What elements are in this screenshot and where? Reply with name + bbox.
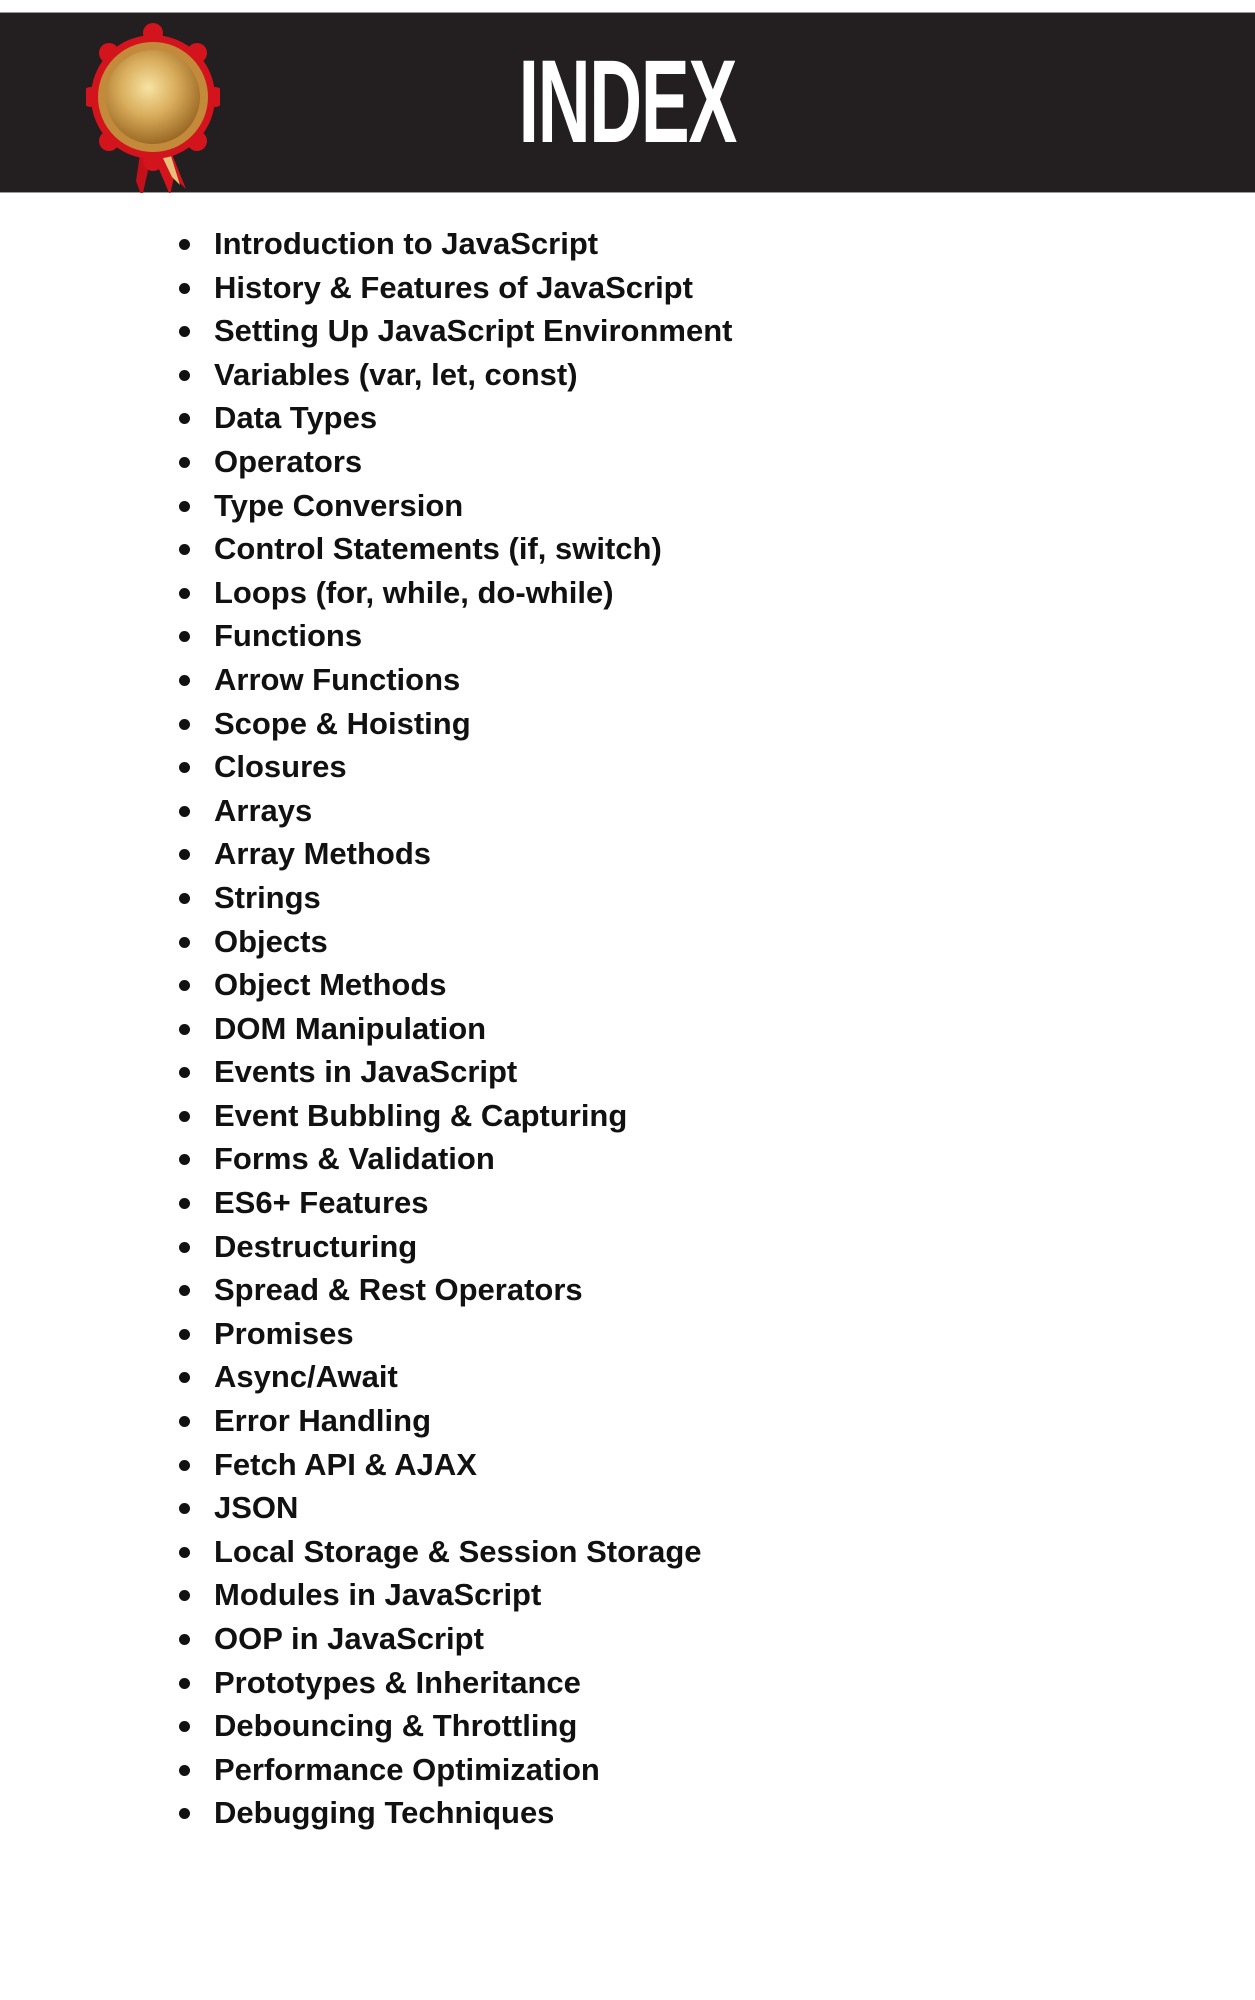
list-item xyxy=(0,658,733,702)
bullet-icon xyxy=(179,501,190,512)
list-item xyxy=(0,920,733,964)
bullet-icon xyxy=(179,1460,190,1471)
list-item-label: Type Conversion xyxy=(214,487,464,523)
bullet-icon xyxy=(179,1198,190,1209)
list-item xyxy=(0,266,733,310)
bullet-icon xyxy=(179,413,190,424)
bullet-icon xyxy=(179,1678,190,1689)
list-item xyxy=(0,789,733,833)
bullet-icon xyxy=(179,1503,190,1514)
list-item xyxy=(0,396,733,440)
list-item xyxy=(0,832,733,876)
list-item-label: Fetch API & AJAX xyxy=(214,1446,477,1482)
list-item-label: Objects xyxy=(214,923,328,959)
bullet-icon xyxy=(179,806,190,817)
list-item-label: ES6+ Features xyxy=(214,1185,429,1221)
list-item xyxy=(0,1704,733,1748)
list-item xyxy=(0,1137,733,1181)
list-item xyxy=(0,614,733,658)
list-item-label: JSON xyxy=(214,1490,299,1526)
page-title: INDEX xyxy=(518,36,737,168)
bullet-icon xyxy=(179,457,190,468)
list-item xyxy=(0,1661,733,1705)
bullet-icon xyxy=(179,1154,190,1165)
bullet-icon xyxy=(179,719,190,730)
bullet-icon xyxy=(179,1634,190,1645)
list-item-label: Array Methods xyxy=(214,836,432,872)
bullet-icon xyxy=(179,675,190,686)
bullet-icon xyxy=(179,980,190,991)
list-item xyxy=(0,876,733,920)
bullet-icon xyxy=(179,283,190,294)
bullet-icon xyxy=(179,849,190,860)
list-item xyxy=(0,309,733,353)
list-item-label: Closures xyxy=(214,749,347,785)
list-item xyxy=(0,1007,733,1051)
bullet-icon xyxy=(179,631,190,642)
list-item xyxy=(0,440,733,484)
list-item-label: Variables (var, let, const) xyxy=(214,356,578,392)
list-item-label: Strings xyxy=(214,879,321,915)
list-item-label: DOM Manipulation xyxy=(214,1010,487,1046)
list-item-label: Scope & Hoisting xyxy=(214,705,471,741)
bullet-icon xyxy=(179,1372,190,1383)
list-item-label: Operators xyxy=(214,443,363,479)
list-item-label: Introduction to JavaScript xyxy=(214,226,599,261)
list-item xyxy=(0,1399,733,1443)
list-item xyxy=(0,1312,733,1356)
list-item-label: Debugging Techniques xyxy=(214,1795,555,1831)
bullet-icon xyxy=(179,1242,190,1253)
index-list xyxy=(0,222,733,1835)
list-item xyxy=(0,1486,733,1530)
list-item xyxy=(0,1617,733,1661)
bullet-icon xyxy=(179,1329,190,1340)
list-item-label: Loops (for, while, do-while) xyxy=(214,574,614,610)
list-item-label: Arrays xyxy=(214,792,313,828)
list-item xyxy=(0,1181,733,1225)
list-item-label: Arrow Functions xyxy=(214,661,461,697)
bullet-icon xyxy=(179,1590,190,1601)
list-item xyxy=(0,1748,733,1792)
bullet-icon xyxy=(179,1111,190,1122)
list-item xyxy=(0,1791,733,1835)
list-item-label: Functions xyxy=(214,618,363,654)
header-banner xyxy=(0,12,1255,193)
list-item xyxy=(0,1443,733,1487)
bullet-icon xyxy=(179,370,190,381)
bullet-icon xyxy=(179,1547,190,1558)
bullet-icon xyxy=(179,588,190,599)
list-item-label: Promises xyxy=(214,1315,354,1351)
bullet-icon xyxy=(179,893,190,904)
list-item-label: Data Types xyxy=(214,400,378,436)
list-item-label: Prototypes & Inheritance xyxy=(214,1664,581,1700)
list-item-label: Local Storage & Session Storage xyxy=(214,1533,702,1569)
bullet-icon xyxy=(179,1024,190,1035)
list-item-label: Modules in JavaScript xyxy=(214,1577,542,1613)
list-item-label: Performance Optimization xyxy=(214,1751,600,1787)
bullet-icon xyxy=(179,544,190,555)
list-item xyxy=(0,1050,733,1094)
list-item-label: Spread & Rest Operators xyxy=(214,1272,583,1308)
bullet-icon xyxy=(179,326,190,337)
list-item xyxy=(0,745,733,789)
list-item-label: Debouncing & Throttling xyxy=(214,1708,578,1744)
list-item-label: History & Features of JavaScript xyxy=(214,269,693,305)
bullet-icon xyxy=(179,1285,190,1296)
list-item-label: Setting Up JavaScript Environment xyxy=(214,313,733,349)
list-item xyxy=(0,1530,733,1574)
bullet-icon xyxy=(179,1765,190,1776)
list-item xyxy=(0,527,733,571)
list-item xyxy=(0,484,733,528)
list-item xyxy=(0,1355,733,1399)
bullet-icon xyxy=(179,937,190,948)
list-item xyxy=(0,571,733,615)
list-item xyxy=(0,702,733,746)
list-item-label: Destructuring xyxy=(214,1228,418,1264)
list-item-label: Error Handling xyxy=(214,1403,432,1439)
list-item xyxy=(0,963,733,1007)
bullet-icon xyxy=(179,1416,190,1427)
list-item-label: OOP in JavaScript xyxy=(214,1621,484,1656)
list-item xyxy=(0,1225,733,1269)
list-item xyxy=(0,1094,733,1138)
bullet-icon xyxy=(179,1808,190,1819)
list-item-label: Event Bubbling & Capturing xyxy=(214,1097,628,1133)
bullet-icon xyxy=(179,239,190,250)
list-item xyxy=(0,1268,733,1312)
list-item xyxy=(0,222,733,266)
list-item-label: Object Methods xyxy=(214,967,447,1003)
bullet-icon xyxy=(179,762,190,773)
bullet-icon xyxy=(179,1721,190,1732)
bullet-icon xyxy=(179,1067,190,1078)
list-item xyxy=(0,1573,733,1617)
list-item xyxy=(0,353,733,397)
list-item-label: Forms & Validation xyxy=(214,1141,495,1177)
list-item-label: Events in JavaScript xyxy=(214,1054,518,1090)
list-item-label: Async/Await xyxy=(214,1359,398,1395)
list-item-label: Control Statements (if, switch) xyxy=(214,531,662,567)
